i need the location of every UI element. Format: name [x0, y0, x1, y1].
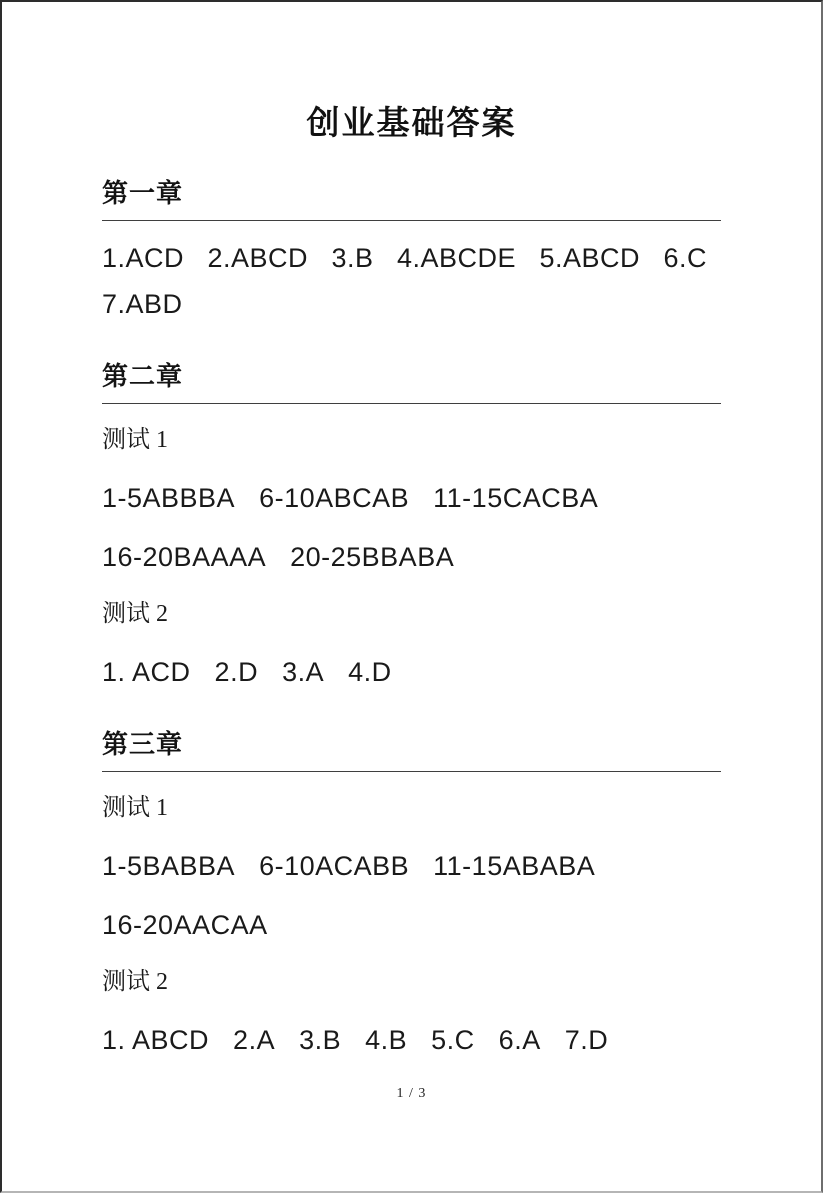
- answer-item: 5.C: [431, 1025, 475, 1055]
- answer-item: 6-10ABCAB: [259, 483, 410, 513]
- answer-item: 1-5ABBBA: [102, 483, 236, 513]
- answer-item: 4.ABCDE: [396, 243, 517, 273]
- chapter-heading: 第三章: [102, 729, 721, 772]
- answer-item: 16-20BAAAA: [102, 542, 267, 572]
- answer-item: 16-20AACAA: [102, 910, 268, 940]
- test-subheading: 测试 2: [102, 601, 168, 627]
- answer-item: 5.ABCD: [539, 243, 641, 273]
- answer-item: 2.ABCD: [207, 243, 309, 273]
- answer-row: [102, 287, 721, 321]
- answer-row: [102, 849, 721, 883]
- answer-item: 6-10ACABB: [259, 851, 410, 881]
- answer-item: 2.D: [214, 657, 259, 687]
- answer-item: 4.D: [348, 657, 392, 687]
- answer-row: [102, 908, 721, 942]
- answer-row: [102, 1023, 721, 1057]
- test-subheading: 测试 1: [102, 427, 168, 453]
- answer-item: 2.A: [233, 1025, 276, 1055]
- answer-item: 6.C: [663, 243, 707, 273]
- answer-item: 3.B: [331, 243, 374, 273]
- chapter-heading: 第二章: [102, 361, 721, 404]
- page-title: 创业基础答案: [306, 106, 517, 142]
- answer-item: 3.B: [299, 1025, 342, 1055]
- answer-item: 7.D: [564, 1025, 609, 1055]
- chapter-section: [102, 178, 721, 321]
- answer-item: 4.B: [365, 1025, 408, 1055]
- answer-row: [102, 540, 721, 574]
- chapter-heading: 第一章: [102, 178, 721, 221]
- document-body: [102, 178, 721, 1057]
- page-number: 1 / 3: [396, 1086, 427, 1101]
- chapter-section: [102, 729, 721, 1057]
- answer-item: 1. ABCD: [102, 1025, 210, 1055]
- document-content: [2, 104, 821, 1057]
- answer-row: [102, 655, 721, 689]
- answer-item: 6.A: [498, 1025, 541, 1055]
- answer-item: 1. ACD: [102, 657, 191, 687]
- answer-item: 20-25BBABA: [290, 542, 455, 572]
- answer-item: 11-15ABABA: [433, 851, 596, 881]
- answer-item: 1-5BABBA: [102, 851, 236, 881]
- answer-item: 11-15CACBA: [433, 483, 599, 513]
- test-subheading: 测试 2: [102, 969, 168, 995]
- answer-item: 3.A: [282, 657, 325, 687]
- answer-row: [102, 241, 721, 275]
- answer-item: 1.ACD: [102, 243, 185, 273]
- chapter-section: [102, 361, 721, 689]
- answer-row: [102, 481, 721, 515]
- answer-item: 7.ABD: [102, 289, 183, 319]
- test-subheading: 测试 1: [102, 795, 168, 821]
